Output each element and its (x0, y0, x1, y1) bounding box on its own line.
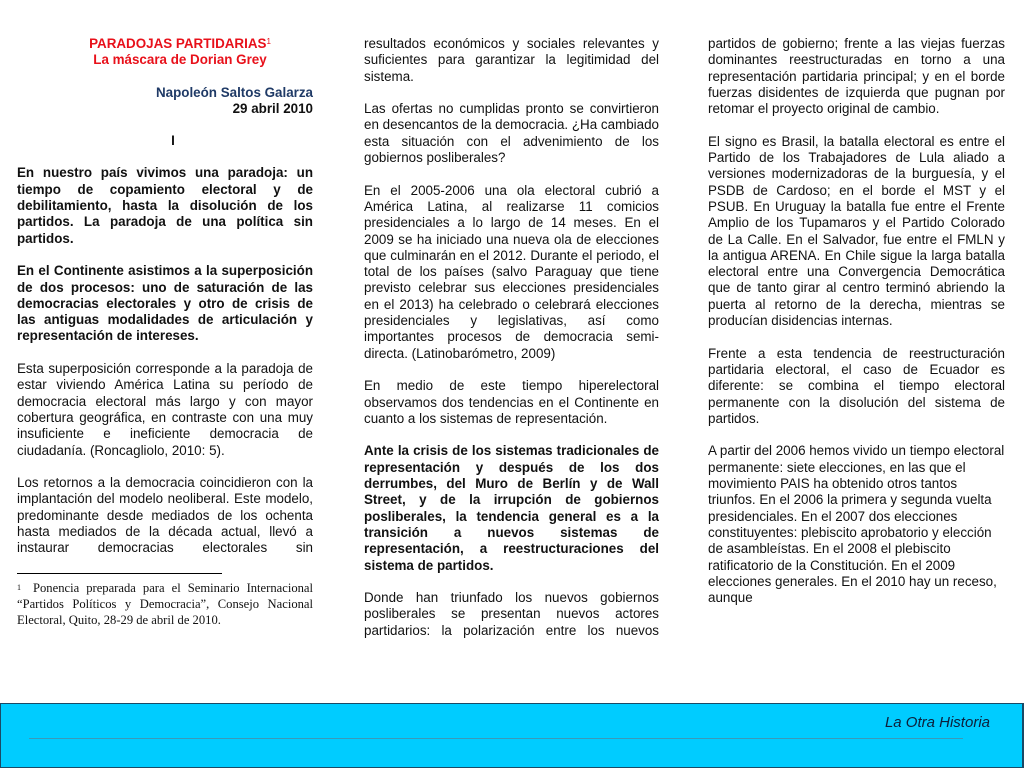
article-subtitle: La máscara de Dorian Grey (93, 52, 267, 68)
section-number: I (171, 133, 175, 149)
paragraph: Las ofertas no cumplidas pronto se convirtieron en desencantos de la democracia. ¿Ha cambiado esta situación con el advenimiento de los gobiernos posliberales? (364, 101, 659, 166)
footnote-text: Ponencia preparada para el Seminario Internacional “Partidos Políticos y Democracia”, Consejo Nacional Electoral, Quito, 28-29 de abril de 2010. (17, 580, 313, 627)
paragraph: Los retornos a la democracia coincidieron con la implantación del modelo neoliberal. Este modelo, predominante desde mediados de los ochenta hasta mediados de la década actual, llevó a instaurar democracias electorales sin (17, 475, 313, 556)
paragraph: Ante la crisis de los sistemas tradicionales de representación y después de los dos derrumbes, del Muro de Berlín y de Wall Street, y de la irrupción de gobiernos posliberales, la tendencia general es a la transición a nuevos sistemas de representación, a reestructuraciones del sistema de partidos. (364, 443, 659, 573)
paragraph: partidos de gobierno; frente a las viejas fuerzas dominantes reestructuradas en torno a una representación partidaria principal; y en el borde fuerzas disidentes de izquierda que pugnan por retomar el proyecto original de cambio. (708, 36, 1005, 117)
article-date: 29 abril 2010 (232, 100, 313, 116)
paragraph: Donde han triunfado los nuevos gobiernos posliberales se presentan nuevos actores partidarios: la polarización entre los nuevos (364, 590, 659, 638)
column-1 (17, 36, 313, 628)
footnote (17, 580, 313, 628)
footer-label: La Otra Historia (884, 714, 990, 731)
paragraph: En nuestro país vivimos una paradoja: un tiempo de copamiento electoral y de debilitamiento, hasta la disolución de los partidos. La paradoja de una política sin partidos. (17, 165, 313, 246)
article-title-block (17, 36, 313, 69)
footnote-number: 1 (17, 582, 21, 592)
column-2 (364, 36, 659, 655)
paragraph: El signo es Brasil, la batalla electoral es entre el Partido de los Trabajadores de Lula aliado a versiones modernizadoras de la burguesía, y el PSDB de Cardoso; en el borde el MST y el PSUB. En Uruguay la batalla fue entre el Frente Amplio de los Tupamaros y el Partido Colorado de La Calle. En el Salvador, fue entre el FMLN y la antigua ARENA. En Chile sigue la larga batalla electoral entre una Convergencia Democrática que de tanto girar al centro terminó abriendo la puerta al retorno de la derecha, mientras se producían disidencias internas. (708, 133, 1005, 329)
paragraph: resultados económicos y sociales relevantes y suficientes para garantizar la legitimidad del sistema. (364, 36, 659, 84)
footer-divider (29, 738, 963, 739)
footer-bar (0, 703, 1024, 768)
footnote-divider (17, 573, 222, 574)
footnote-marker: 1 (266, 37, 271, 46)
author-name: Napoleón Saltos Galarza (155, 84, 313, 100)
paragraph: Esta superposición corresponde a la paradoja de estar viviendo América Latina su período de democracia electoral más largo y con mayor cobertura geográfica, en contraste con una muy insuficiente e ineficiente democracia de ciudadanía. (Roncagliolo, 2010: 5). (17, 361, 313, 458)
paragraph: En el Continente asistimos a la superposición de dos procesos: uno de saturación de las democracias electorales y otro de crisis de las antiguas modalidades de articulación y representación de intereses. (17, 263, 313, 344)
column-3 (708, 36, 1005, 623)
paragraph: A partir del 2006 hemos vivido un tiempo electoral permanente: siete elecciones, en las que el movimiento PAIS ha obtenido otros tantos triunfos. En el 2006 la primera y segunda vuelta presidenciales. En el 2007 dos elecciones constituyentes: plebiscito aprobatorio y elección de asambleístas. En el 2008 el plebiscito ratificatorio de la Constitución. En el 2009 elecciones generales. En el 2010 hay un receso, aunque (708, 443, 1005, 606)
paragraph: En medio de este tiempo hiperelectoral observamos dos tendencias en el Continente en cuanto a los sistemas de representación. (364, 378, 659, 426)
paragraph: Frente a esta tendencia de reestructuración partidaria electoral, el caso de Ecuador es diferente: se combina el tiempo electoral permanente con la disolución del sistema de partidos. (708, 345, 1005, 426)
article-title: PARADOJAS PARTIDARIAS$^1$ (89, 36, 271, 51)
paragraph: En el 2005-2006 una ola electoral cubrió a América Latina, al realizarse 11 comicios presidenciales a lo largo de 14 meses. En el 2009 se ha iniciado una nueva ola de elecciones que culminarán en el 2012. Durante el periodo, el total de los países (salvo Paraguay que tiene previsto celebrar sus elecciones presidenciales en el 2013) ha celebrado o celebrará elecciones presidenciales y legislativas, así como importantes procesos de democracia semi-directa. (Latinobarómetro, 2009) (364, 182, 659, 361)
